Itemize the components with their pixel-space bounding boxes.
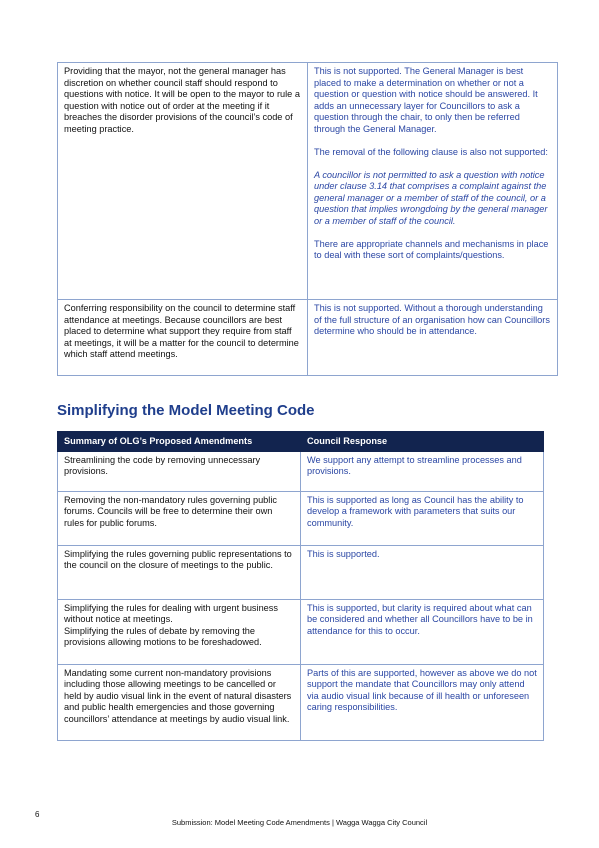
table-row (58, 300, 558, 376)
table-header-row (58, 432, 544, 452)
section-heading: Simplifying the Model Meeting Code (57, 402, 315, 419)
table-row (58, 599, 544, 664)
response-text: We support any attempt to streamline processes and provisions. (307, 454, 522, 476)
table-row (58, 63, 558, 300)
table-row (58, 664, 544, 740)
response-cell (308, 300, 558, 376)
proposal-cell (58, 63, 308, 300)
proposal-text: Simplifying the rules governing public representations to the council on the closure of meetings to the public. (64, 548, 292, 570)
proposal-cell (58, 300, 308, 376)
response-cell (308, 63, 558, 300)
proposal-text: Providing that the mayor, not the general manager has discretion on whether council staff should respond to questions with notice. It will be open to the mayor to rule a question with notice out of order at the meeting if it breaches the disorder provisions of the council’s code of meeting practice. (64, 66, 300, 134)
proposal-text: Streamlining the code by removing unnecessary provisions. (64, 454, 261, 476)
table-row (58, 451, 544, 491)
amendments-table (57, 431, 544, 741)
amendments-table-continued (57, 62, 558, 376)
response-text: This is not supported. The General Manager is best placed to make a determination on whether or not a question or question with notice should be answered. It adds an unnecessary layer for Councillors to ask a question through the chair, to only then be referred through the General Manager. (314, 66, 538, 134)
quoted-clause: A councillor is not permitted to ask a question with notice under clause 3.14 that comprises a complaint against the general manager or a member of staff of the council, or a question that implies wrongdoing by the general manager or a member of staff of the council. (314, 169, 548, 226)
page-number: 6 (35, 810, 40, 819)
response-cell (301, 491, 544, 545)
proposal-text: Mandating some current non-mandatory provisions including those allowing meetings to be cancelled or held by audio visual link in the event of natural disasters and public health emergencies and those governing councillors’ attendance at meetings by audio visual link. (64, 667, 292, 724)
proposal-text: Simplifying the rules for dealing with urgent business without notice at meetings. (64, 602, 278, 624)
response-cell (301, 599, 544, 664)
column-header-proposals: Summary of OLG’s Proposed Amendments (58, 432, 301, 452)
response-cell (301, 451, 544, 491)
proposal-cell (58, 545, 301, 599)
column-header-response: Council Response (301, 432, 544, 452)
response-text: The removal of the following clause is also not supported: (314, 146, 548, 157)
proposal-cell (58, 451, 301, 491)
proposal-cell (58, 664, 301, 740)
response-text: There are appropriate channels and mechanisms in place to deal with these sort of complaints/questions. (314, 238, 549, 260)
footer-text: Submission: Model Meeting Code Amendments | Wagga Wagga City Council (171, 818, 428, 827)
response-text: This is supported as long as Council has the ability to develop a framework with parameters that suits our community. (307, 494, 524, 528)
table-row (58, 491, 544, 545)
response-cell (301, 545, 544, 599)
proposal-text: Conferring responsibility on the council to determine staff attendance at meetings. Because councillors are best placed to determine what support they require from staff at meetings, it will be a matter for the council to determine which staff attend meetings. (64, 303, 299, 359)
response-cell (301, 664, 544, 740)
proposal-text: Removing the non-mandatory rules governing public forums. Councils will be free to determine their own rules for public forums. (64, 494, 277, 528)
response-text: This is supported. (307, 548, 380, 559)
proposal-cell (58, 491, 301, 545)
response-text: This is not supported. Without a thorough understanding of the full structure of an organisation how can Councillors determine who should be in attendance. (314, 303, 550, 336)
table-row (58, 545, 544, 599)
proposal-text-2: Simplifying the rules of debate by removing the provisions allowing motions to be foreshadowed. (64, 625, 262, 647)
response-text: This is supported, but clarity is required about what can be considered and whether all Councillors have to be in attendance for this to occur. (307, 602, 533, 636)
response-text: Parts of this are supported, however as above we do not support the mandate that Councillors may only attend via audio visual link because of ill health or unforeseen caring responsibilities. (307, 667, 537, 712)
proposal-cell (58, 599, 301, 664)
